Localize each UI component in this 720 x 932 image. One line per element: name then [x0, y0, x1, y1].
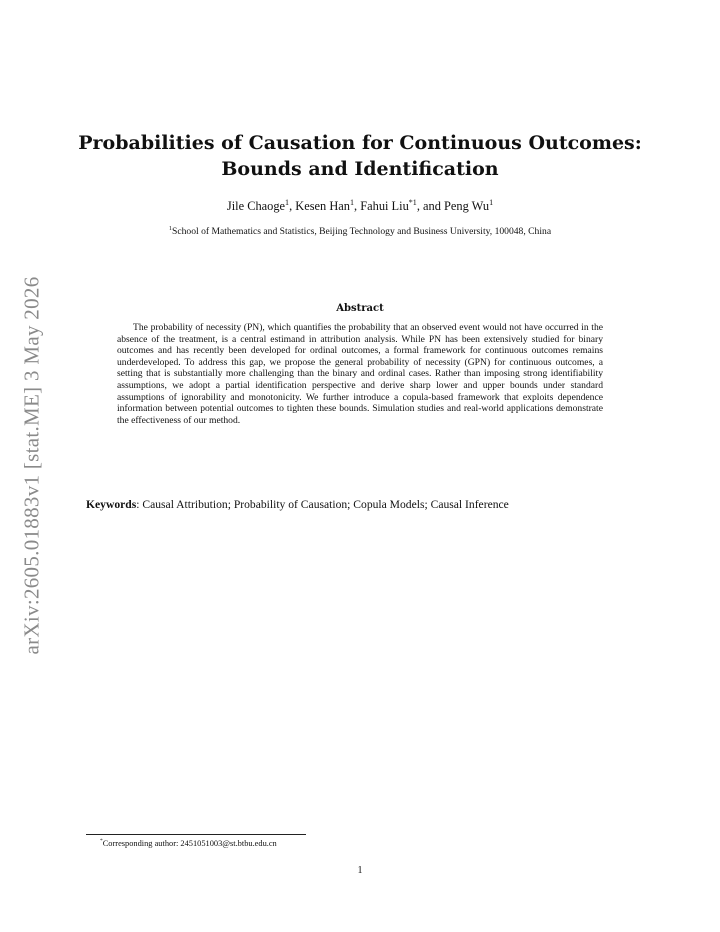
author-name: Fahui Liu — [360, 199, 409, 213]
author-affil-mark: 1 — [489, 197, 494, 207]
keywords-line — [86, 498, 646, 511]
keywords-label: Keywords — [86, 498, 137, 511]
arxiv-identifier: arXiv:2605.01883v1 [stat.ME] 3 May 2026 — [19, 276, 44, 654]
keywords-text: : Causal Attribution; Probability of Causation; Copula Models; Causal Inference — [136, 498, 509, 511]
author-separator: , — [289, 199, 296, 213]
title-line-2: Bounds and Identification — [221, 158, 499, 180]
author-name: Peng Wu — [444, 199, 490, 213]
author-affil-mark: *1 — [408, 197, 417, 207]
title-line-1: Probabilities of Causation for Continuous Outcomes: — [78, 132, 642, 154]
page-number: 1 — [357, 865, 363, 876]
author-list — [60, 199, 660, 214]
author-name: Jile Chaoge — [226, 199, 286, 213]
affiliation — [60, 226, 660, 237]
author-separator: , — [354, 199, 361, 213]
paper-title — [60, 130, 660, 182]
affiliation-mark: 1 — [168, 224, 173, 232]
footnote-rule — [86, 834, 306, 835]
footnote-text: Corresponding author: 2451051003@st.btbu.edu.cn — [102, 839, 277, 848]
abstract-body: The probability of necessity (PN), which quantifies the probability that an observed event would not have occurred in the absence of the treatment, is a central estimand in attribution analysis. While PN has been extensively studied for binary outcomes and has recently been developed for ordinal outcomes, a formal framework for continuous outcomes remains underdeveloped. To address this gap, we propose the general probability of necessity (GPN) for continuous outcomes, a setting that is substantially more challenging than the binary and ordinal cases. Rather than imposing strong identifiability assumptions, we adopt a partial identification perspective and derive sharp lower and upper bounds under standard assumptions of ignorability and monotonicity. We further introduce a copula-based framework that exploits dependence information between potential outcomes to tighten these bounds. Simulation studies and real-world applications demonstrate the effectiveness of our method. — [117, 322, 603, 426]
affiliation-text: School of Mathematics and Statistics, Beijing Technology and Business University, 100048, China — [172, 226, 552, 237]
author-affil-mark: 1 — [350, 197, 355, 207]
arxiv-side-stamp — [14, 255, 50, 675]
author-affil-mark: 1 — [285, 197, 290, 207]
abstract-heading: Abstract — [336, 303, 384, 314]
footnote-mark: * — [100, 838, 103, 845]
author-separator: , and — [416, 199, 444, 213]
footnote — [100, 839, 600, 848]
author-name: Kesen Han — [295, 199, 350, 213]
